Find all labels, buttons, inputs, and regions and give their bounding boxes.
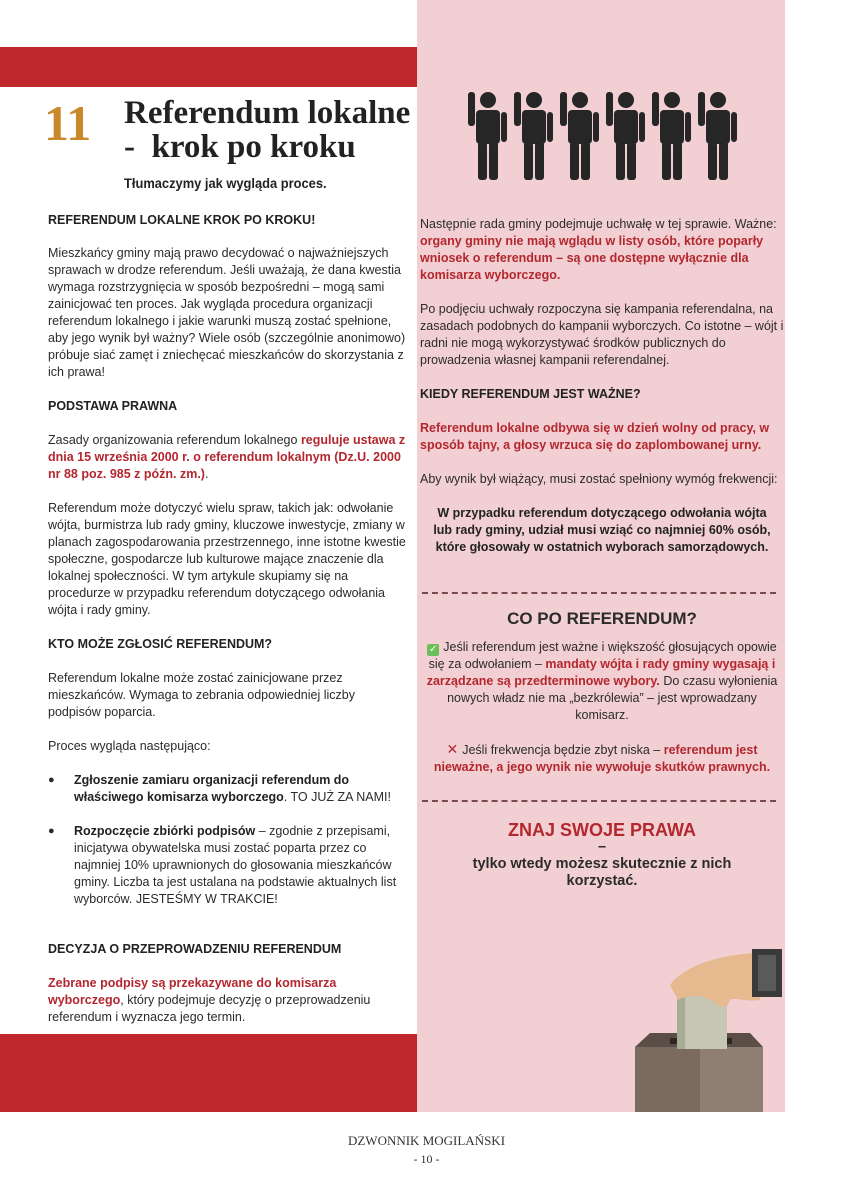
ballot-box-hand-icon xyxy=(630,945,785,1117)
decision-paragraph: Zebrane podpisy są przekazywane do komisarza wyborczego, który podejmuje decyzję o przeprowadzeniu referendum i wyznacza jego termin. xyxy=(48,976,371,1024)
heading-decyzja: DECYZJA O PRZEPROWADZENIU REFERENDUM xyxy=(48,942,342,956)
heading-podstawa-prawna: PODSTAWA PRAWNA xyxy=(48,399,178,413)
valid-conditions-paragraph: Referendum lokalne odbywa się w dzień wolny od pracy, w sposób tajny, a głosy wrzuca się do zaplombowanej urny. xyxy=(420,421,770,452)
process-list xyxy=(48,772,410,908)
list-item: ● Zgłoszenie zamiaru organizacji referendum do właściwego komisarza wyborczego. TO JUŻ ZA NAMI! xyxy=(48,772,410,806)
article-number: 11 xyxy=(44,95,92,151)
turnout-intro: Aby wynik był wiążący, musi zostać spełniony wymóg frekwencji: xyxy=(420,472,778,486)
heading-kto-moze: KTO MOŻE ZGŁOSIĆ REFERENDUM? xyxy=(48,637,273,651)
znaj-subtitle: tylko wtedy możesz skutecznie z nich korzystać. xyxy=(472,856,732,889)
article-title: Referendum lokalne - krok po kroku xyxy=(124,95,411,165)
heading-znaj-prawa: ZNAJ SWOJE PRAWA xyxy=(507,820,697,840)
who-paragraph: Referendum lokalne może zostać zainicjowane przez mieszkańców. Wymaga to zebrania odpowiedniej liczby podpisów poparcia. xyxy=(48,671,355,719)
znaj-dash: – xyxy=(597,839,607,855)
campaign-paragraph: Po podjęciu uchwały rozpoczyna się kampania referendalna, na zasadach podobnych do kampanii wyborczych. Co istotne – wójt i radni nie mogą wykorzystywać środków publicznych do prowadzenia własnej kampanii referendalnej. xyxy=(420,302,784,367)
intro-paragraph: Mieszkańcy gminy mają prawo decydować o najważniejszych sprawach w drodze referendum. Jeśli uważają, że dana kwestia wymaga rozstrzygnięcia w sposób bezpośredni – mogą sami zainicjować ten proces. Jak wygląda procedura organizacji referendum lokalnego i jakie warunki muszą zostać spełnione, aby jego wynik był ważny? Wiele osób (szczególnie anonimowo) próbuje siać zamęt i zniechęcać mieszkańców do skorzystania z ich prawa! xyxy=(48,246,406,379)
scope-paragraph: Referendum może dotyczyć wielu spraw, takich jak: odwołanie wójta, burmistrza lub rady gminy, kluczowe inwestycje, zmiany w planach zagospodarowania przestrzennego, inne istotne kwestie społeczne, gospodarcze lub kulturowe mające znaczenie dla lokalnej społeczności. W tym artykule skupiamy się na procedurze w przypadku referendum dotyczącego odwołania wójta i rady gminy. xyxy=(48,501,406,617)
heading-kiedy-wazne: KIEDY REFERENDUM JEST WAŻNE? xyxy=(420,387,641,401)
raised-hands-people-icon xyxy=(468,88,748,188)
left-column xyxy=(48,212,410,1026)
article-subtitle: Tłumaczymy jak wygląda proces. xyxy=(124,175,327,191)
heading-co-po-referendum: CO PO REFERENDUM? xyxy=(507,609,697,628)
dashed-divider xyxy=(422,800,776,802)
legal-basis-paragraph: Zasady organizowania referendum lokalnego reguluje ustawa z dnia 15 września 2000 r. o referendum lokalnym (Dz.U. 2000 nr 88 poz. 985 z późn. zm.). xyxy=(48,433,406,481)
list-item: ● Rozpoczęcie zbiórki podpisów – zgodnie z przepisami, inicjatywa obywatelska musi zostać poparta przez co najmniej 10% uprawnionych do głosowania mieszkańców gminy. Liczba ta jest ustalana na podstawie aktualnych list wyborców. JESTEŚMY W TRAKCIE! xyxy=(48,823,410,908)
heading-referendum-krok: REFERENDUM LOKALNE KROK PO KROKU! xyxy=(48,213,316,227)
red-band-top xyxy=(0,47,417,87)
right-column xyxy=(420,216,784,890)
check-icon: ✓ xyxy=(429,644,438,655)
invalid-outcome-paragraph: ✕ Jeśli frekwencja będzie zbyt niska – referendum jest nieważne, a jego wynik nie wywołuje skutków prawnych. xyxy=(433,741,771,774)
process-intro: Proces wygląda następująco: xyxy=(48,739,211,753)
red-band-bottom xyxy=(0,1034,417,1112)
council-paragraph: Następnie rada gminy podejmuje uchwałę w tej sprawie. Ważne: organy gminy nie mają wglądu w listy osób, które poparły wniosek o referendum – są one dostępne wyłącznie dla komisarza wyborczego. xyxy=(420,217,777,282)
page-number: - 10 - xyxy=(413,1152,440,1166)
publication-name: DZWONNIK MOGILAŃSKI xyxy=(347,1133,506,1148)
dashed-divider xyxy=(422,592,776,594)
turnout-requirement: W przypadku referendum dotyczącego odwołania wójta lub rady gminy, udział musi wziąć co najmniej 60% osób, które głosowały w ostatnich wyborach samorządowych. xyxy=(433,506,771,554)
valid-outcome-paragraph: ✓ Jeśli referendum jest ważne i większość głosujących opowie się za odwołaniem – mandaty wójta i rady gminy wygasają i zarządzane są przedterminowe wybory. Do czasu wyłonienia nowych władz nie ma „bezkrólewia” – jest wprowadzany komisarz. xyxy=(426,640,778,722)
cross-icon: ✕ xyxy=(446,741,459,757)
